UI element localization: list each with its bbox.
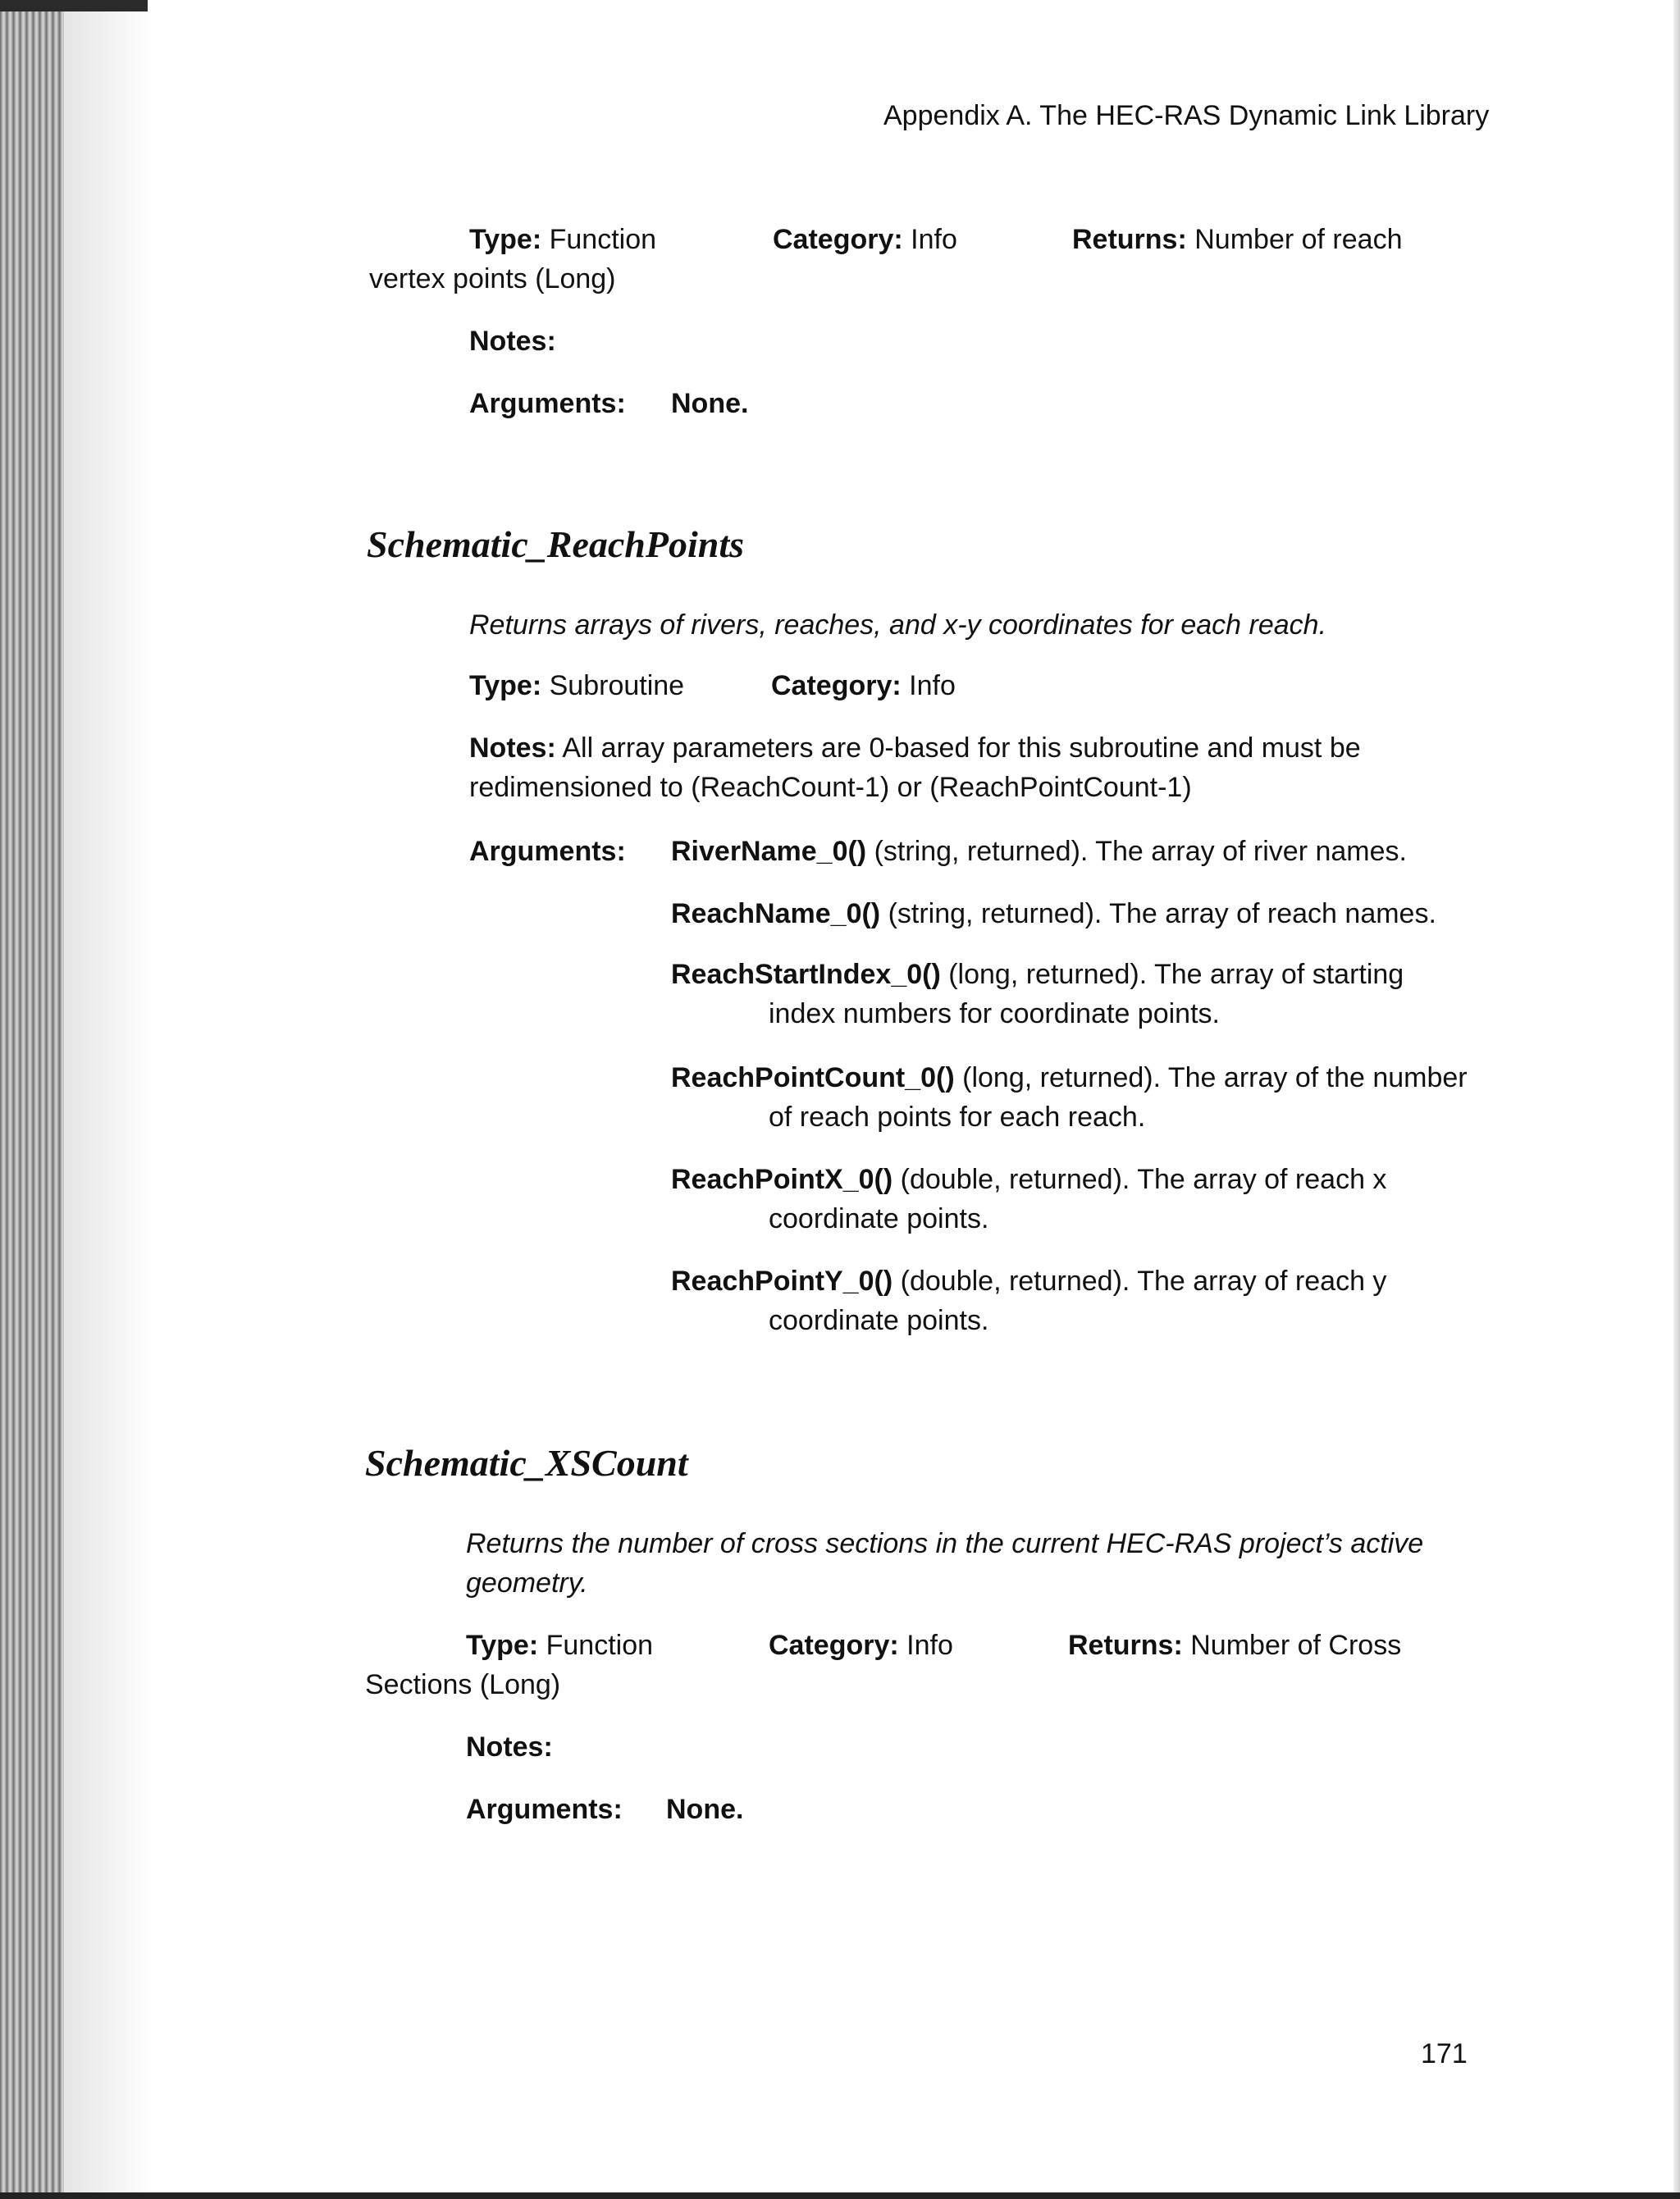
arguments-field: Arguments: [469, 836, 626, 867]
argument-name: ReachName_0() [671, 898, 881, 929]
notes-label: Notes [466, 1731, 544, 1763]
arguments-field: Arguments: [466, 1794, 623, 1825]
type-field: Type: Function [469, 224, 657, 255]
argument-desc-continued: coordinate points. [769, 1203, 989, 1234]
type-value: Function [549, 224, 657, 255]
arguments-label: Arguments [469, 388, 617, 419]
argument-name: ReachPointX_0() [671, 1164, 893, 1195]
argument-desc: (string, returned). The array of reach names. [888, 898, 1436, 929]
returns-value: Number of Cross [1190, 1630, 1402, 1661]
category-field: Category: Info [771, 670, 956, 701]
type-field: Type: Function [466, 1630, 654, 1661]
returns-field: Returns: Number of Cross [1068, 1630, 1402, 1661]
running-header: Appendix A. The HEC-RAS Dynamic Link Library [883, 100, 1490, 131]
scan-edge-bottom [0, 2192, 1680, 2199]
arguments-label: Arguments [466, 1794, 614, 1825]
argument-name: ReachPointCount_0() [671, 1062, 955, 1093]
argument-name: RiverName_0() [671, 836, 867, 867]
argument-desc: (long, returned). The array of the number [962, 1062, 1468, 1093]
notes-field: Notes: All array parameters are 0-based for this subroutine and must be [469, 732, 1361, 764]
type-value: Subroutine [549, 670, 685, 701]
argument-item [671, 835, 1407, 869]
scan-edge-top [0, 0, 148, 11]
argument-desc: (long, returned). The array of starting [948, 959, 1404, 990]
argument-name: ReachStartIndex_0() [671, 959, 941, 990]
type-label: Type [466, 1630, 529, 1661]
argument-desc-continued: of reach points for each reach. [769, 1102, 1146, 1133]
scan-edge-right [1673, 0, 1680, 2199]
argument-desc: (double, returned). The array of reach x [900, 1164, 1387, 1195]
category-field: Category: Info [773, 224, 957, 255]
argument-desc: (string, returned). The array of river names. [874, 836, 1407, 867]
book-gutter-shadow [0, 0, 64, 2199]
returns-field: Returns: Number of reach [1072, 224, 1403, 255]
type-field: Type: Subroutine [469, 670, 685, 701]
notes-field: Notes: [466, 1731, 553, 1763]
notes-field: Notes: [469, 326, 556, 357]
argument-item [671, 1061, 1468, 1095]
page-number: 171 [1421, 2038, 1468, 2069]
returns-value: Number of reach [1194, 224, 1403, 255]
section-description: Returns the number of cross sections in the current HEC-RAS project’s active [466, 1528, 1424, 1559]
section-title-xscount: Schematic_XSCount [365, 1442, 688, 1484]
argument-desc-continued: coordinate points. [769, 1305, 989, 1336]
arguments-label: Arguments [469, 836, 617, 867]
section-description-continued: geometry. [466, 1567, 588, 1599]
notes-label: Notes [469, 326, 547, 357]
notes-label: Notes [469, 732, 547, 764]
argument-item [671, 1265, 1386, 1298]
type-label: Type [469, 224, 532, 255]
type-label: Type [469, 670, 532, 701]
type-value: Function [546, 1630, 654, 1661]
category-value: Info [909, 670, 956, 701]
category-label: Category [771, 670, 892, 701]
notes-text-continued: redimensioned to (ReachCount-1) or (ReachPointCount-1) [469, 772, 1192, 803]
argument-name: ReachPointY_0() [671, 1266, 893, 1297]
category-value: Info [906, 1630, 953, 1661]
argument-desc-continued: index numbers for coordinate points. [769, 998, 1220, 1029]
returns-value-continued: Sections (Long) [365, 1669, 561, 1700]
argument-item [671, 897, 1436, 931]
argument-desc: (double, returned). The array of reach y [900, 1266, 1387, 1297]
arguments-field: Arguments: [469, 388, 626, 419]
returns-value-continued: vertex points (Long) [369, 263, 616, 294]
returns-label: Returns [1072, 224, 1178, 255]
arguments-value: None. [671, 388, 749, 419]
category-label: Category [773, 224, 894, 255]
notes-text: All array parameters are 0-based for this subroutine and must be [562, 732, 1361, 764]
category-label: Category [769, 1630, 890, 1661]
arguments-value: None. [666, 1794, 744, 1825]
argument-item [671, 958, 1404, 992]
category-field: Category: Info [769, 1630, 953, 1661]
argument-item [671, 1163, 1386, 1197]
category-value: Info [911, 224, 957, 255]
returns-label: Returns [1068, 1630, 1174, 1661]
section-title-reachpoints: Schematic_ReachPoints [367, 523, 744, 565]
section-description: Returns arrays of rivers, reaches, and x-y coordinates for each reach. [469, 609, 1327, 641]
